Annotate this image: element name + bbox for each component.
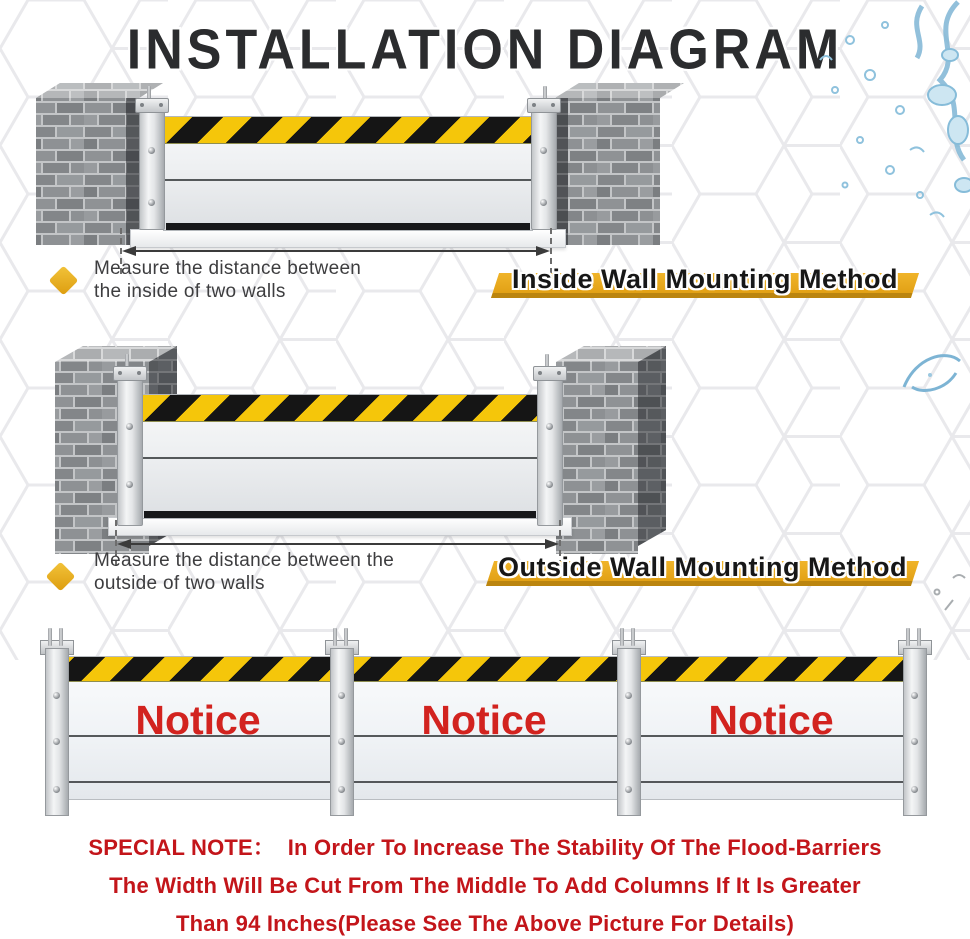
notice-label: Notice [135,697,261,743]
bolt-icon [140,103,144,107]
special-note-line-3: Than 94 Inches(Please See The Above Picture For Details) [175,911,795,936]
arrowhead-right-icon [536,246,550,256]
arrowhead-left-icon [117,539,131,549]
screw-icon [540,147,547,154]
screw-icon [546,423,553,430]
barrier-base-sill [108,517,572,536]
barrier-rail-left [117,370,143,526]
caption-line: Measure the distance between the [94,550,395,571]
caption-line: Measure the distance between [94,258,362,279]
panel-seam [46,781,924,783]
panel-seam [142,457,538,459]
screw-icon [126,423,133,430]
dimension-line [135,250,537,252]
water-swirl-icon [898,345,968,400]
screw-icon [53,738,60,745]
method-band-outside [490,544,915,586]
screw-icon [148,199,155,206]
rail-bracket [113,366,147,381]
bolt-icon [137,371,141,375]
bolt-icon [538,371,542,375]
hazard-stripe [164,117,532,144]
barrier-post [330,626,352,818]
barrier-post [903,626,925,818]
band-label: Inside Wall Mounting Method [512,264,898,294]
screw-icon [540,199,547,206]
bolt-icon [532,103,536,107]
screw-icon [126,481,133,488]
barrier-rail-right [537,370,563,526]
hazard-stripe [46,657,924,682]
rail-bracket [135,98,169,113]
post-pin [59,628,63,646]
measure-caption-outside [94,549,394,595]
flood-barrier-panel [163,116,533,231]
notice-barrier [35,626,935,821]
barrier-post [45,626,67,818]
hazard-stripe [142,395,538,422]
screw-icon [625,692,632,699]
bolt-icon [557,371,561,375]
bolt-icon [159,103,163,107]
special-note-line-1: SPECIAL NOTE： In Order To Increase The Stability Of The Flood-Barriers [88,835,882,860]
post-pin [906,628,910,646]
water-speck-icon [925,570,970,620]
measure-caption-inside [94,257,361,303]
method-band-inside [495,256,915,298]
panel-bottom-strip [166,223,530,230]
post-pin [333,628,337,646]
arrowhead-left-icon [122,246,136,256]
panel-seam [164,179,532,181]
screw-icon [546,481,553,488]
special-note-line-2: The Width Will Be Cut From The Middle To Add Columns If It Is Greater [109,873,861,898]
flood-barrier-panel [141,394,539,519]
water-splash-icon [790,0,970,230]
screw-icon [911,786,918,793]
notice-label: Notice [708,697,834,743]
band-label: Outside Wall Mounting Method [498,552,907,582]
panel-bottom-strip [144,511,536,518]
dimension-line [130,543,546,545]
notice-label: Notice [421,697,547,743]
post-pin [631,628,635,646]
barrier-rail-right [531,102,557,230]
screw-icon [338,738,345,745]
post-pin [917,628,921,646]
caption-line: the inside of two walls [94,281,286,302]
bolt-icon [551,103,555,107]
screw-icon [911,738,918,745]
post-pin [48,628,52,646]
screw-icon [338,786,345,793]
barrier-rail-left [139,102,165,230]
screw-icon [148,147,155,154]
brick-wall-right [541,78,711,250]
caption-line: outside of two walls [94,573,265,594]
rail-bracket [527,98,561,113]
screw-icon [625,738,632,745]
page-title: INSTALLATION DIAGRAM [126,18,844,82]
barrier-post [617,626,639,818]
rail-bracket [533,366,567,381]
screw-icon [338,692,345,699]
post-pin [344,628,348,646]
screw-icon [53,786,60,793]
bolt-icon [118,371,122,375]
post-pin [620,628,624,646]
screw-icon [53,692,60,699]
screw-icon [625,786,632,793]
special-note [0,836,970,939]
screw-icon [911,692,918,699]
